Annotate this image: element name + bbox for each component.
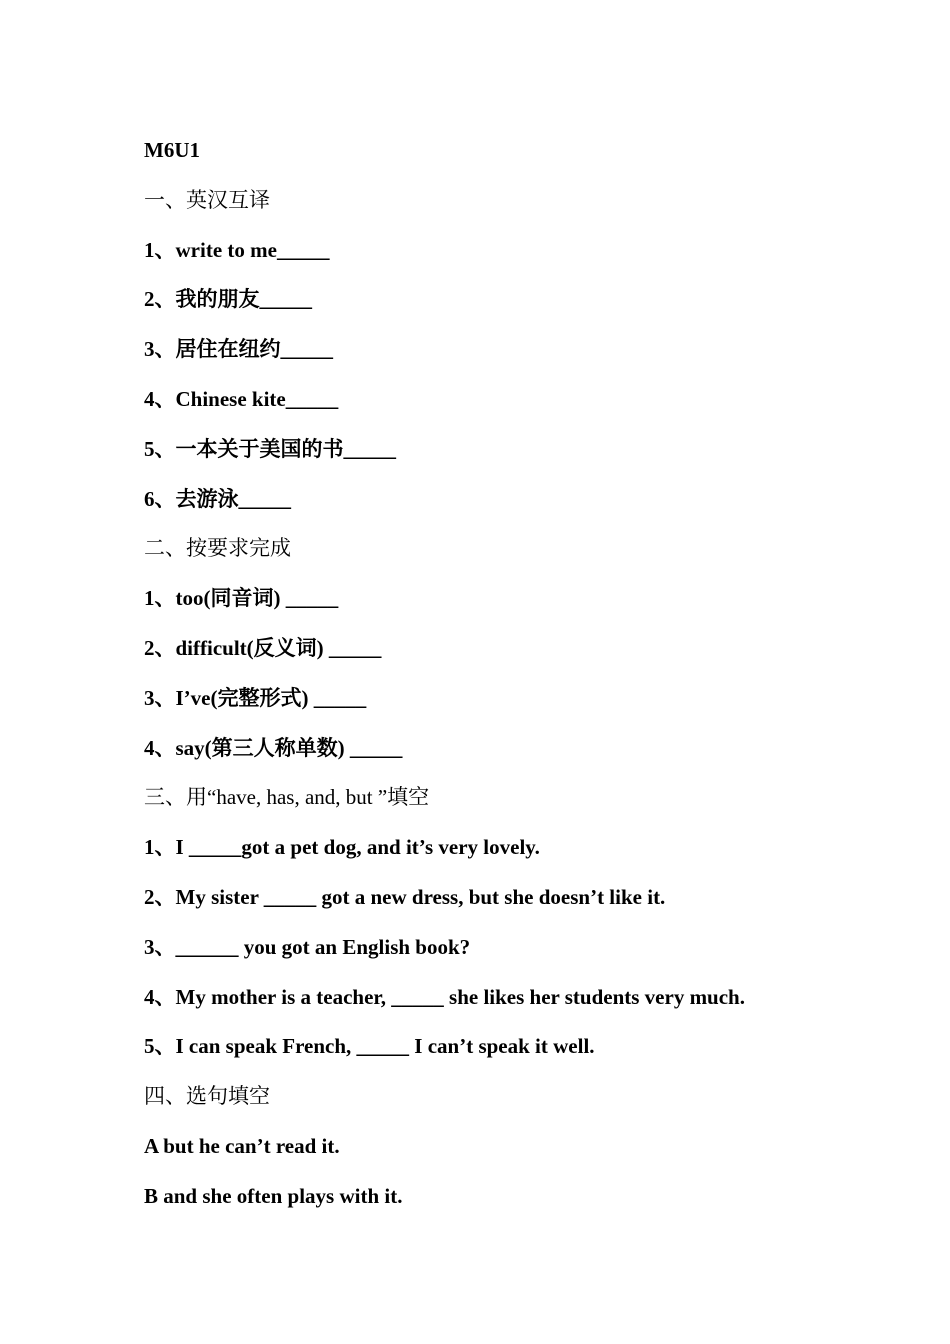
exercise-item: 3、居住在纽约_____ [144, 337, 333, 362]
exercise-item: 3、I’ve(完整形式) _____ [144, 685, 367, 710]
section-heading-1: 一、英汉互译 [144, 187, 270, 212]
exercise-item: 2、My sister _____ got a new dress, but she doesn’t like it. [144, 884, 666, 909]
exercise-item: 1、too(同音词) _____ [144, 586, 339, 611]
exercise-item: 2、difficult(反义词) _____ [144, 635, 382, 660]
exercise-item: 4、say(第三人称单数) _____ [144, 735, 403, 760]
section-heading-2: 二、按要求完成 [144, 536, 291, 561]
document-title: M6U1 [144, 138, 200, 162]
exercise-item: 3、______ you got an English book? [144, 934, 471, 959]
option-item: B and she often plays with it. [144, 1183, 403, 1208]
exercise-item: 4、My mother is a teacher, _____ she likes her students very much. [144, 984, 745, 1009]
exercise-item: 5、一本关于美国的书_____ [144, 436, 396, 461]
document-page [144, 133, 904, 1229]
exercise-item: 5、I can speak French, _____ I can’t speak it well. [144, 1034, 595, 1059]
exercise-item: 2、我的朋友_____ [144, 287, 312, 312]
section-heading-4: 四、选句填空 [144, 1084, 270, 1109]
exercise-item: 1、write to me_____ [144, 237, 330, 262]
exercise-item: 4、Chinese kite_____ [144, 386, 339, 411]
exercise-item: 1、I _____got a pet dog, and it’s very lovely. [144, 835, 540, 860]
option-item: A but he can’t read it. [144, 1133, 340, 1158]
section-heading-3: 三、用“have, has, and, but ”填空 [144, 785, 430, 810]
exercise-item: 6、去游泳_____ [144, 486, 291, 511]
